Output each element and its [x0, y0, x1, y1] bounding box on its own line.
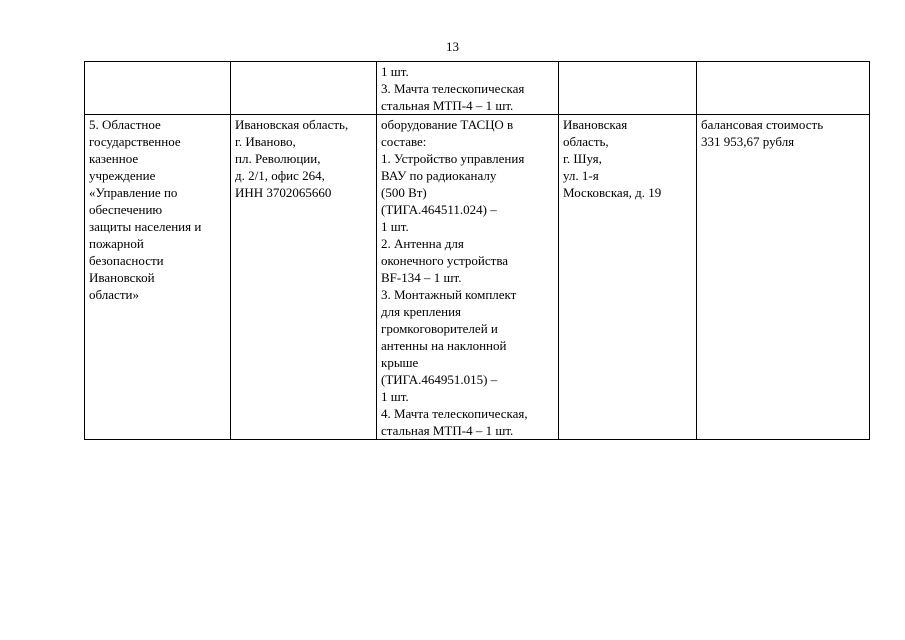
- cell-value: [697, 62, 870, 115]
- table-row: [85, 62, 870, 115]
- cell-address: Ивановская область, г. Иваново, пл. Революции, д. 2/1, офис 264, ИНН 3702065660: [231, 115, 377, 440]
- cell-address: [231, 62, 377, 115]
- property-table: [84, 61, 870, 440]
- cell-equipment: оборудование ТАСЦО в составе: 1. Устройство управления ВАУ по радиоканалу (500 Вт) (ТИГА.464511.024) – 1 шт. 2. Антенна для оконечного устройства BF-134 – 1 шт. 3. Монтажный комплект для крепления громкоговорителей и антенны на наклонной крыше (ТИГА.464951.015) – 1 шт. 4. Мачта телескопическая, стальная МТП-4 – 1 шт.: [377, 115, 559, 440]
- cell-location: [559, 62, 697, 115]
- cell-organization: [85, 62, 231, 115]
- cell-equipment: 1 шт. 3. Мачта телескопическая стальная МТП-4 – 1 шт.: [377, 62, 559, 115]
- page-number: 13: [446, 39, 459, 54]
- cell-value: балансовая стоимость 331 953,67 рубля: [697, 115, 870, 440]
- cell-location: Ивановская область, г. Шуя, ул. 1-я Московская, д. 19: [559, 115, 697, 440]
- table-row: [85, 115, 870, 440]
- cell-organization: 5. Областное государственное казенное учреждение «Управление по обеспечению защиты населения и пожарной безопасности Ивановской области»: [85, 115, 231, 440]
